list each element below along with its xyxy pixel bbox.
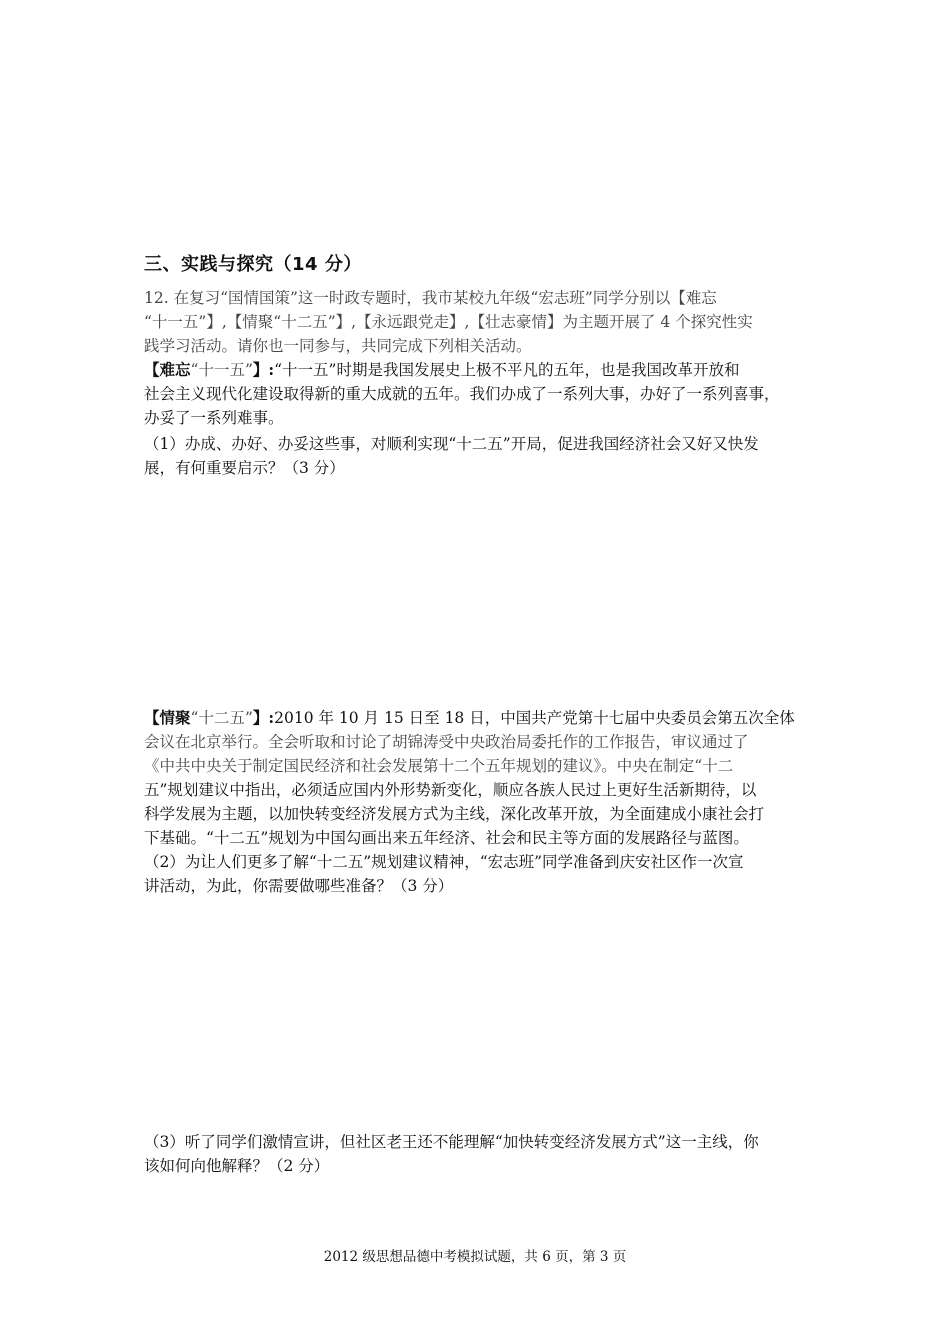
- question-2: [144, 850, 814, 898]
- text-line: 办妥了一系列难事。: [144, 409, 284, 427]
- text-line: “十一五”时期是我国发展史上极不平凡的五年，也是我国改革开放和: [274, 361, 740, 379]
- text-line: 下基础。“十二五”规划为中国勾画出来五年经济、社会和民主等方面的发展路径与蓝图。: [144, 829, 749, 847]
- material-qingju: [144, 706, 814, 850]
- question-12-intro: [144, 286, 814, 358]
- section-title: 三、实践与探究（14 分）: [144, 254, 362, 275]
- material-tag-quote: “十一五”: [190, 361, 253, 379]
- material-nanwang: [144, 358, 814, 430]
- text-line: 讲活动，为此，你需要做哪些准备？（3 分）: [144, 877, 454, 895]
- material-tag-end: 】:: [252, 360, 275, 379]
- text-line: 会议在北京举行。全会听取和讨论了胡锦涛受中央政治局委托作的工作报告，审议通过了: [144, 733, 749, 751]
- text-line: 12. 在复习“国情国策”这一时政专题时，我市某校九年级“宏志班”同学分别以【难忘: [144, 289, 717, 307]
- text-line: 2010 年 10 月 15 日至 18 日，中国共产党第十七届中央委员会第五次全体: [274, 709, 795, 727]
- question-3: [144, 1130, 814, 1178]
- page-footer: 2012 级思想品德中考模拟试题，共 6 页，第 3 页: [323, 1249, 627, 1265]
- material-tag-end: 】:: [252, 708, 275, 727]
- text-line: 《中共中央关于制定国民经济和社会发展第十二个五年规划的建议》。中央在制定“十二: [144, 757, 734, 775]
- text-line: 践学习活动。请你也一同参与，共同完成下列相关活动。: [144, 337, 532, 355]
- text-line: 该如何向他解释？（2 分）: [144, 1157, 330, 1175]
- text-line: 科学发展为主题，以加快转变经济发展方式为主线，深化改革开放，为全面建成小康社会打: [144, 805, 765, 823]
- text-line: 五”规划建议中指出，必须适应国内外形势新变化，顺应各族人民过上更好生活新期待，以: [144, 781, 757, 799]
- material-tag-quote: “十二五”: [190, 709, 253, 727]
- question-1: [144, 432, 814, 480]
- material-tag: 【情聚: [144, 708, 191, 727]
- material-tag: 【难忘: [144, 360, 191, 379]
- text-line: 展，有何重要启示？（3 分）: [144, 459, 345, 477]
- text-line: （2）为让人们更多了解“十二五”规划建议精神，“宏志班”同学准备到庆安社区作一次宣: [144, 853, 744, 871]
- text-line: 社会主义现代化建设取得新的重大成就的五年。我们办成了一系列大事，办好了一系列喜事，: [144, 385, 780, 403]
- text-line: （3）听了同学们激情宣讲，但社区老王还不能理解“加快转变经济发展方式”这一主线，你: [144, 1133, 759, 1151]
- text-line: （1）办成、办好、办妥这些事，对顺利实现“十二五”开局，促进我国经济社会又好又快发: [144, 435, 759, 453]
- text-line: “十一五”】,【情聚“十二五”】,【永远跟党走】,【壮志豪情】为主题开展了 4 个探究性实: [144, 313, 753, 331]
